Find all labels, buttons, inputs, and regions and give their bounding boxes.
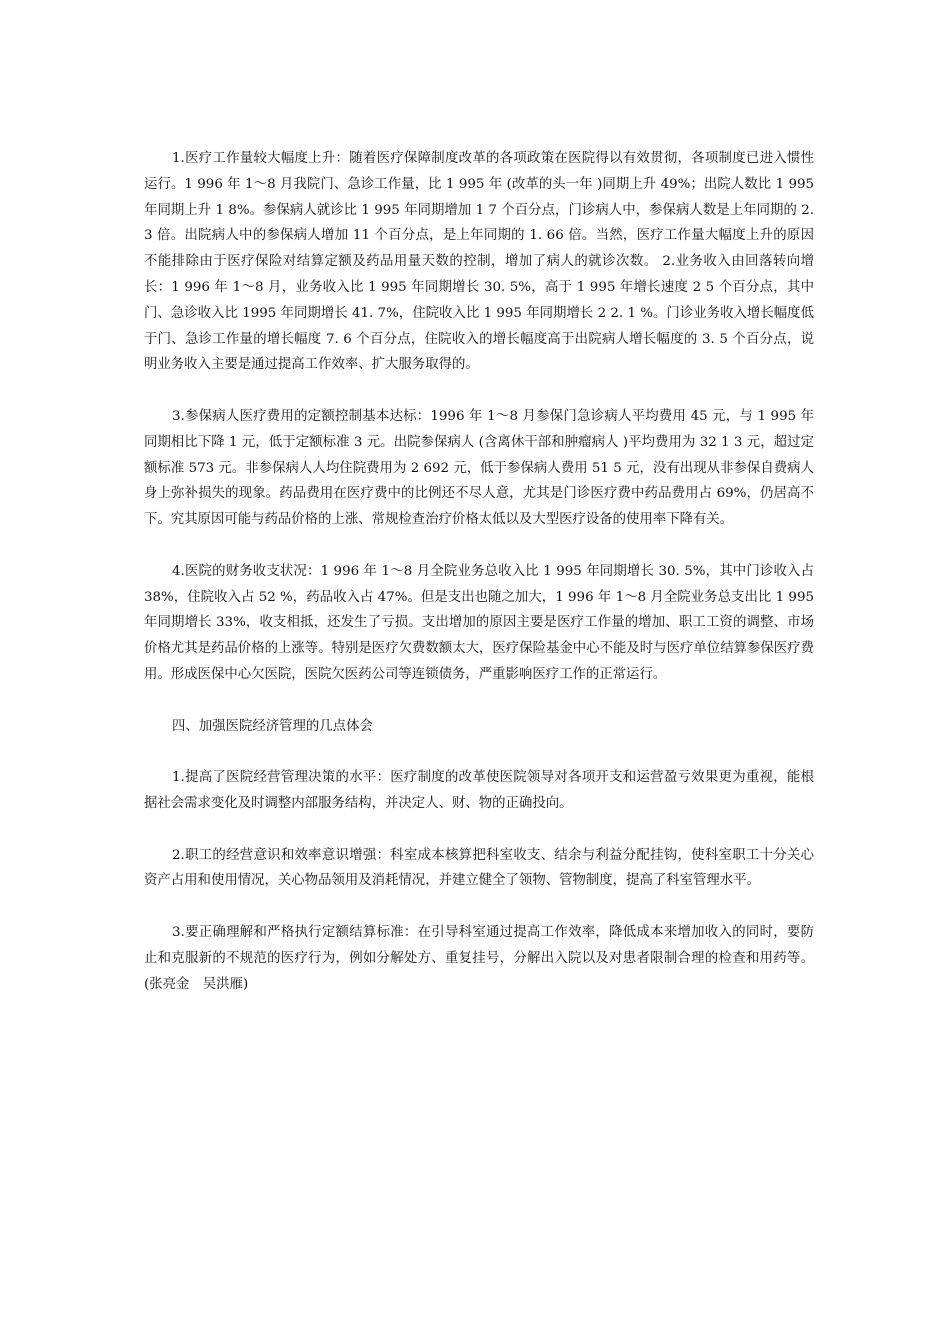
point-staff-awareness: 2.职工的经营意识和效率意识增强：科室成本核算把科室收支、结余与利益分配挂钩，使科室职工十分关心资产占用和使用情况，关心物品领用及消耗情况，并建立健全了领物、管物制度，提高了科室管理水平。 bbox=[144, 847, 814, 889]
document-body bbox=[144, 146, 814, 1023]
paragraph-workload-revenue: 1.医疗工作量较大幅度上升：随着医疗保障制度改革的各项政策在医院得以有效贯彻，各项制度已进入惯性运行。1 996 年 1～8 月我院门、急诊工作量，比 1 995 年 (改革的头一年 )同期上升 49%；出院人数比 1 995 年同期上升 1 8%。参保病人就诊比 1 995 年同期增加 1 7 个百分点，门诊病人中，参保病人数是上年同期的 2. 3 倍。出院病人中的参保病人增加 11 个百分点，是上年同期的 1. 66 倍。当然，医疗工作量大幅度上升的原因不能排除由于医疗保险对结算定额及药品用量天数的控制，增加了病人的就诊次数。 2.业务收入由回落转向增长：1 996 年 1～8 月，业务收入比 1 995 年同期增长 30. 5%，高于 1 995 年增长速度 2 5 个百分点，其中门、急诊收入比 1995 年同期增长 41. 7%，住院收入比 1 995 年同期增长 2 2. 1 %。门诊业务收入增长幅度低于门、急诊工作量的增长幅度 7. 6 个百分点，住院收入的增长幅度高于出院病人增长幅度的 3. 5 个百分点，说明业务收入主要是通过提高工作效率、扩大服务取得的。 bbox=[144, 151, 814, 373]
point-quota-standards: 3.要正确理解和严格执行定额结算标准：在引导科室通过提高工作效率，降低成本来增加收入的同时，要防止和克服新的不规范的医疗行为，例如分解处方、重复挂号，分解出入院以及对患者限制合理的检查和用药等。(张亮金 吴洪雁) bbox=[144, 924, 814, 992]
paragraph-financial-status: 4.医院的财务收支状况：1 996 年 1～8 月全院业务总收入比 1 995 年同期增长 30. 5%，其中门诊收入占 38%，住院收入占 52 %，药品收入占 47%。但是支出也随之加大，1 996 年 1～8 月全院业务总支出比 1 995 年同期增长 33%，收支相抵，还发生了亏损。支出增加的原因主要是医疗工作量的增加、职工工资的调整、市场价格尤其是药品价格的上涨等。特别是医疗欠费数额太大，医疗保险基金中心不能及时与医疗单位结算参保医疗费用。形成医保中心欠医院，医院欠医药公司等连锁债务，严重影响医疗工作的正常运行。 bbox=[144, 563, 814, 682]
point-decision-making: 1.提高了医院经营管理决策的水平：医疗制度的改革使医院领导对各项开支和运营盈亏效果更为重视，能根据社会需求变化及时调整内部服务结构，并决定人、财、物的正确投向。 bbox=[144, 770, 814, 811]
paragraph-cost-control: 3.参保病人医疗费用的定额控制基本达标：1996 年 1～8 月参保门急诊病人平均费用 45 元，与 1 995 年同期相比下降 1 元，低于定额标准 3 元。出院参保病人 (含离休干部和肿瘤病人 )平均费用为 32 1 3 元，超过定额标准 573 元。非参保病人人均住院费用为 2 692 元，低于参保病人费用 51 5 元，没有出现从非参保自费病人身上弥补损失的现象。药品费用在医疗费中的比例还不尽人意，尤其是门诊医疗费中药品费用占 69%，仍居高不下。究其原因可能与药品价格的上涨、常规检查治疗价格太低以及大型医疗设备的使用率下降有关。 bbox=[144, 408, 814, 528]
section-heading: 四、加强医院经济管理的几点体会 bbox=[172, 718, 373, 734]
